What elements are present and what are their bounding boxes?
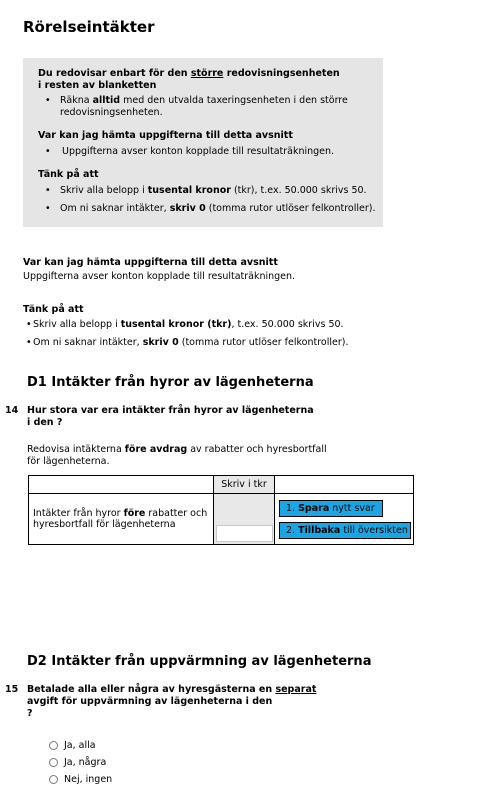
where-text: Uppgifterna avser konton kopplade till resultaträkningen. xyxy=(23,271,296,282)
row-label-rent-income: Intäkter från hyror före rabatter och hyresbortfall för lägenheterna xyxy=(29,494,214,545)
page-title: Rörelseintäkter xyxy=(23,18,155,36)
info-intro xyxy=(38,68,348,119)
buttons-cell xyxy=(275,494,414,545)
info-think-bullet-2: • Om ni saknar intäkter, skriv 0 (tomma rutor utlöser felkontroller). xyxy=(38,203,375,215)
question-14-help: Redovisa intäkterna före avdrag av rabatter och hyresbortfall för lägenheterna. xyxy=(27,444,327,467)
header-empty-cell xyxy=(29,476,214,494)
rent-income-amount-input[interactable] xyxy=(216,525,273,542)
radio-button[interactable] xyxy=(49,758,58,767)
think-bullet-2: • Om ni saknar intäkter, skriv 0 (tomma rutor utlöser felkontroller). xyxy=(23,337,348,349)
question-15-text: Betalade alla eller några av hyresgästerna en separat avgift för uppvärmning av lägenheterna i den ? xyxy=(27,684,317,719)
save-answer-button[interactable]: 1. Spara nytt svar xyxy=(279,500,383,517)
back-to-overview-button[interactable]: 2. Tillbaka till översikten xyxy=(279,522,411,539)
info-where xyxy=(38,130,334,158)
question-14-table xyxy=(28,475,414,545)
where-heading: Var kan jag hämta uppgifterna till detta avsnitt xyxy=(23,257,278,268)
section-heading-d1: D1 Intäkter från hyror av lägenheterna xyxy=(27,375,314,390)
question-number-15: 15 xyxy=(5,684,19,695)
table-row xyxy=(29,494,414,545)
radio-button[interactable] xyxy=(49,741,58,750)
where-section xyxy=(23,257,295,283)
column-header-tkr: Skriv i tkr xyxy=(214,476,275,494)
info-box xyxy=(23,58,383,227)
amount-cell xyxy=(214,494,275,545)
radio-option-nej-ingen[interactable]: Nej, ingen xyxy=(49,774,112,785)
think-bullet-1: • Skriv alla belopp i tusental kronor (tkr), t.ex. 50.000 skrivs 50. xyxy=(23,319,348,331)
info-think-bullet-1: • Skriv alla belopp i tusental kronor (tkr), t.ex. 50.000 skrivs 50. xyxy=(38,185,375,197)
section-heading-d2: D2 Intäkter från uppvärmning av lägenheterna xyxy=(27,654,372,669)
info-where-bullet: • Uppgifterna avser konton kopplade till resultaträkningen. xyxy=(38,146,334,158)
question-14-text: Hur stora var era intäkter från hyror av lägenheterna i den ? xyxy=(27,405,314,428)
think-heading: Tänk på att xyxy=(23,304,84,315)
info-think-heading: Tänk på att xyxy=(38,169,99,180)
think-section xyxy=(23,304,348,349)
radio-button[interactable] xyxy=(49,775,58,784)
question-number-14: 14 xyxy=(5,405,19,416)
info-intro-underlined: större xyxy=(190,68,224,79)
info-intro-bullet: • Räkna alltid med den utvalda taxeringsenheten i den större redovisningsenheten. xyxy=(38,95,348,119)
info-intro-heading: Du redovisar enbart för den större redovisningsenheten xyxy=(38,68,340,79)
radio-option-ja-alla[interactable]: Ja, alla xyxy=(49,740,96,751)
table-header-row xyxy=(29,476,414,494)
header-empty-cell-buttons xyxy=(275,476,414,494)
radio-option-ja-nagra[interactable]: Ja, några xyxy=(49,757,106,768)
info-think xyxy=(38,169,375,215)
question-15-underlined: separat xyxy=(275,684,317,695)
info-intro-heading-line2: i resten av blanketten xyxy=(38,80,157,91)
info-where-heading: Var kan jag hämta uppgifterna till detta avsnitt xyxy=(38,130,293,141)
